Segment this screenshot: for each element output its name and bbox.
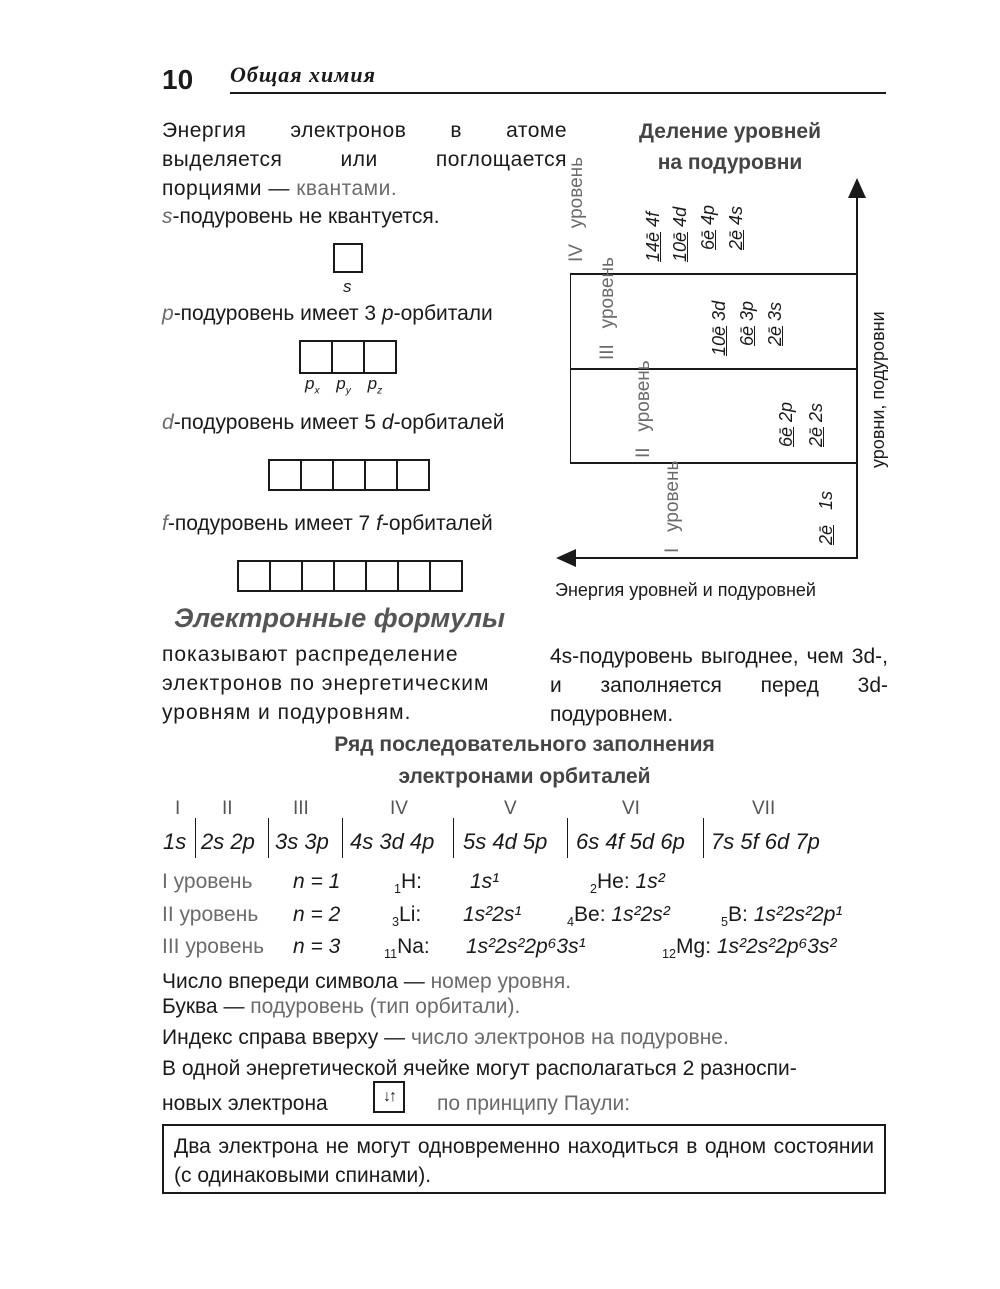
fourS-text: 4s-подуровень выгоднее, чем 3d-, и заполняется перед 3d-подуровнем. <box>550 645 888 726</box>
sequence-number-2: II <box>222 798 233 819</box>
sequence-group-1: 1s <box>163 829 187 854</box>
level-ii-label: II уровень <box>633 360 654 458</box>
orbital-cell <box>300 459 334 491</box>
sublevel-3s: 2ē 3s <box>765 301 785 346</box>
s-orbital-cells <box>333 243 363 273</box>
element-he: $_2$He: 1s² <box>590 870 665 897</box>
element-mg: $_{12}$Mg: 1s²2s²2p⁶3s² <box>662 935 837 962</box>
level-divider <box>570 368 857 370</box>
p-letter-2: p <box>381 302 394 325</box>
sequence-group-7: 7s 5f 6d 7p <box>711 829 820 854</box>
orbital-cell <box>332 459 366 491</box>
p-orbital-cells <box>299 340 397 374</box>
sequence-group-2: 2s 2p <box>201 829 255 854</box>
orbital-cell <box>364 459 398 491</box>
sublevel-4d: 10ē 4d <box>670 206 690 262</box>
formulas-text: показывают распределение электронов по энергетическим уровням и подуровням. <box>162 643 490 724</box>
p-text-a: -подуровень имеет 3 <box>173 302 382 325</box>
sublevel-4p: 6ē 4p <box>698 204 718 250</box>
s-letter: s <box>162 205 173 228</box>
spin-cell-icon: ↓↑ <box>373 1081 405 1113</box>
orbital-cell <box>331 340 365 374</box>
pauli-principle-box: Два электрона не могут одновременно находиться в одном состоянии (с одинаковыми спинами). <box>162 1124 886 1194</box>
sublevel-4s: 2ē 4s <box>726 205 746 250</box>
p-letter: p <box>162 302 174 325</box>
horizontal-axis-line <box>575 557 858 559</box>
f-letter: f <box>162 512 168 535</box>
d-text-a: -подуровень имеет 5 <box>173 411 382 434</box>
sequence-separator <box>567 818 568 858</box>
sequence-separator <box>703 818 704 858</box>
sublevel-2p: 6ē 2p <box>776 401 796 447</box>
py-label: $p_y$ <box>336 374 351 397</box>
sequence-number-1: I <box>175 798 181 819</box>
orbital-cell <box>237 560 271 592</box>
level-1-n: n = 1 <box>293 870 341 893</box>
pauli-line1: В одной энергетической ячейке могут располагаться 2 разноспи- <box>162 1057 797 1080</box>
f-text-a: -подуровень имеет 7 <box>167 512 377 535</box>
left-arrow-icon <box>556 549 576 567</box>
sequence-group-5: 5s 4d 5p <box>463 829 548 854</box>
orbital-cell <box>268 459 302 491</box>
d-letter-2: d <box>381 411 394 434</box>
horizontal-axis-label: Энергия уровней и подуровней <box>555 580 816 600</box>
pauli-principle: по принципу Паули: <box>437 1092 631 1115</box>
sequence-number-6: VI <box>622 798 640 819</box>
intro-paragraph <box>162 116 567 203</box>
px-label: $p_x$ <box>305 374 320 397</box>
config-li: 1s²2s¹ <box>463 903 522 926</box>
element-b: $_5$B: 1s²2s²2p¹ <box>721 903 843 930</box>
running-header: Общая химия <box>230 62 376 87</box>
orbital-cell <box>363 340 397 374</box>
vertical-axis-label: уровни, подуровни <box>868 311 888 468</box>
d-text-b: -орбиталей <box>393 411 505 434</box>
f-orbital-cells <box>237 560 463 592</box>
note-index: Индекс справа вверху — число электронов на подуровне. <box>162 1026 729 1049</box>
sequence-group-4: 4s 3d 4p <box>350 829 435 854</box>
d-orbital-cells <box>268 459 430 491</box>
orbital-cell <box>301 560 335 592</box>
element-na: $_{11}$Na: <box>384 935 430 962</box>
sequence-separator <box>342 818 343 858</box>
sublevel-4f: 14ē 4f <box>643 211 663 262</box>
sublevel-3p: 6ē 3p <box>737 300 757 346</box>
config-h: 1s¹ <box>470 870 500 893</box>
header-rule <box>230 92 886 94</box>
orbital-cell <box>429 560 463 592</box>
orbital-cell <box>299 340 333 374</box>
element-li: $_3$Li: <box>392 903 422 930</box>
d-letter: d <box>162 411 174 434</box>
f-text-b: -орбиталей <box>381 512 493 535</box>
note-letter: Буква — подуровень (тип орбитали). <box>162 995 521 1018</box>
f-sublevel-line <box>162 512 493 536</box>
sequence-number-3: III <box>293 798 309 819</box>
f-letter-2: f <box>376 512 382 535</box>
diagram-title-line2: на подуровни <box>657 151 803 174</box>
level-2-label: II уровень <box>162 903 259 926</box>
sequence-separator <box>195 818 196 858</box>
level-box-edge <box>570 273 571 463</box>
sequence-title-line2: электронами орбиталей <box>398 765 651 788</box>
s-text: -подуровень не квантуется. <box>172 205 440 228</box>
s-sublevel-line <box>162 205 440 229</box>
diagram-title-line1: Деление уровней <box>639 120 821 143</box>
level-2-n: n = 2 <box>293 903 341 926</box>
intro-term: квантами. <box>296 177 398 200</box>
p-text-b: -орбитали <box>393 302 493 325</box>
level-iv-label: IV уровень <box>566 156 587 262</box>
s-cell-label: s <box>343 277 352 296</box>
intro-text: Энергия электронов в атоме выделяется или поглощается порциями — <box>162 119 567 200</box>
element-be: $_4$Be: 1s²2s² <box>567 903 670 930</box>
note-number: Число впереди символа — номер уровня. <box>162 970 572 993</box>
level-divider <box>570 462 857 464</box>
sequence-number-5: V <box>504 798 517 819</box>
formulas-heading: Электронные формулы <box>174 603 506 633</box>
pz-label: $p_z$ <box>367 374 383 397</box>
sequence-number-4: IV <box>390 798 408 819</box>
pauli-line2: новых электрона <box>162 1092 328 1115</box>
level-1-label: I уровень <box>162 870 253 893</box>
vertical-axis-line <box>856 188 858 558</box>
sequence-group-6: 6s 4f 5d 6p <box>576 829 685 854</box>
level-3-label: III уровень <box>162 935 265 958</box>
up-arrow-icon <box>848 178 866 198</box>
p-sublevel-line <box>162 302 493 326</box>
level-3-n: n = 3 <box>293 935 341 958</box>
p-cell-labels <box>305 374 383 397</box>
sequence-group-3: 3s 3p <box>275 829 329 854</box>
orbital-cell <box>396 459 430 491</box>
sublevel-1s: 2ē 1s <box>816 490 836 545</box>
sequence-separator <box>453 818 454 858</box>
sequence-separator <box>268 818 269 858</box>
sublevel-2s: 2ē 2s <box>806 402 826 447</box>
diagram-title <box>575 116 885 178</box>
orbital-cell <box>269 560 303 592</box>
level-i-label: I уровень <box>662 460 683 553</box>
page-number: 10 <box>162 64 194 95</box>
orbital-cell <box>333 243 363 273</box>
level-iii-label: III уровень <box>597 257 618 360</box>
sequence-title-line1: Ряд последовательного заполнения <box>334 733 715 756</box>
orbital-cell <box>397 560 431 592</box>
config-na: 1s²2s²2p⁶3s¹ <box>466 935 586 958</box>
orbital-cell <box>365 560 399 592</box>
d-sublevel-line <box>162 411 504 435</box>
sublevel-3d: 10ē 3d <box>709 300 729 356</box>
element-h: $_1$H: <box>394 870 423 897</box>
orbital-cell <box>333 560 367 592</box>
sequence-number-7: VII <box>752 798 776 819</box>
